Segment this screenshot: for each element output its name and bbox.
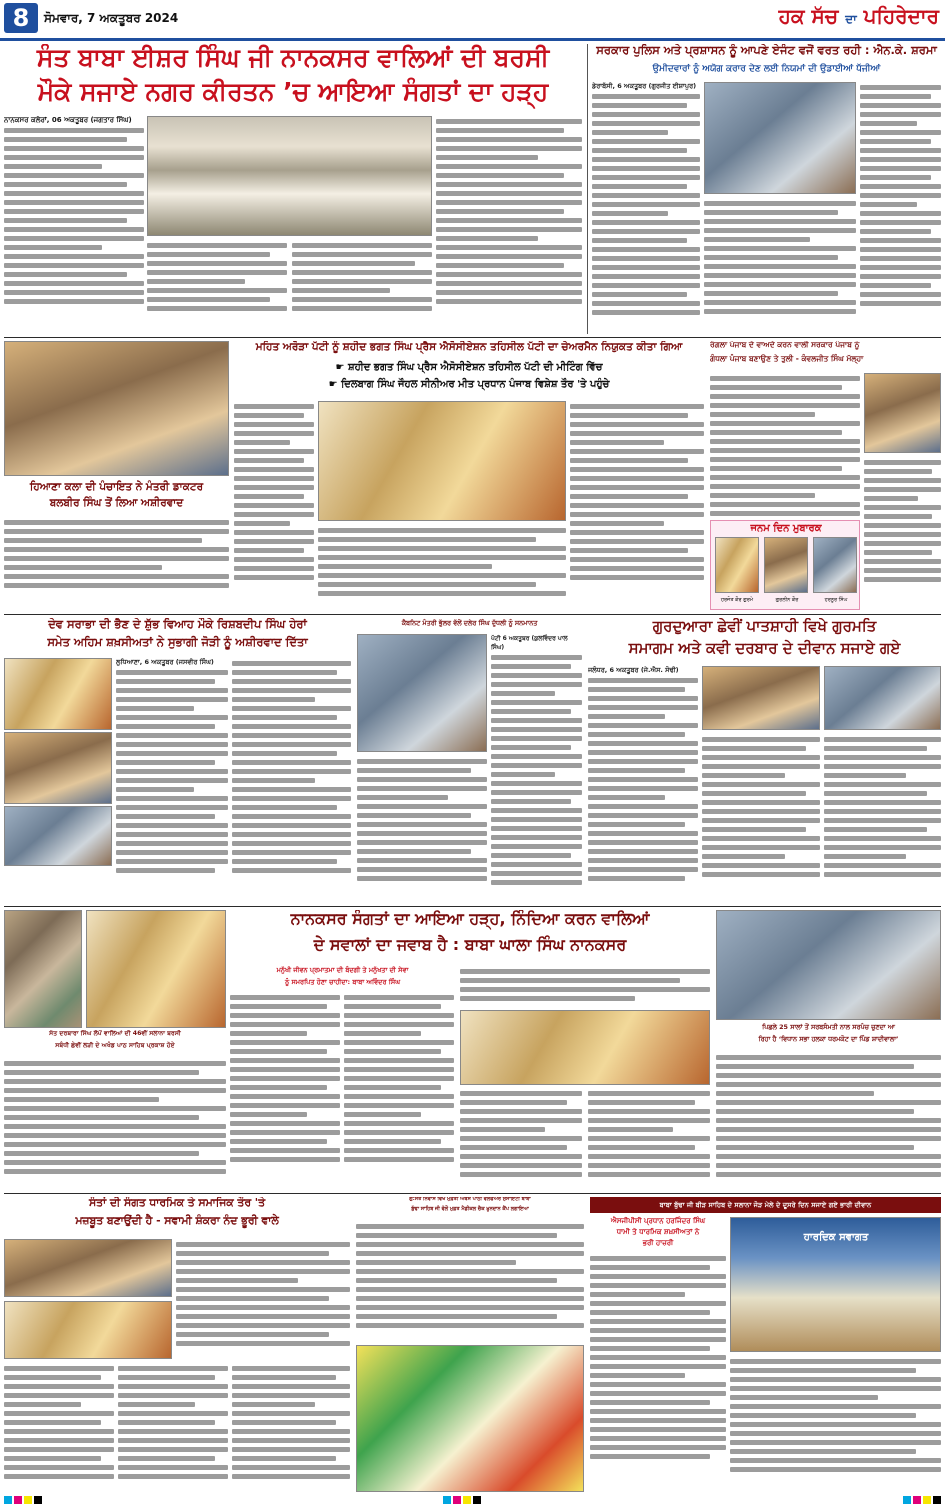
cyan-swatch [443,1496,451,1504]
gurdwara-photo-2 [824,666,941,730]
baba-budha-body-col1 [590,1253,726,1492]
sant-darbara-story [4,1030,226,1190]
gurdwara-body-col3 [824,734,941,903]
magenta-swatch [14,1496,22,1504]
baba-budha-subhead-line1: ਐਸਜੀਪੀਸੀ ਪ੍ਰਧਾਨ ਹਰਜਿੰਦਰ ਸਿੰਘ [610,1217,706,1225]
sant-darbara-photo [86,910,226,1028]
divider [4,1193,941,1194]
yellow-swatch [24,1496,32,1504]
baba-budha-story [590,1197,941,1492]
sangat-story [4,1197,350,1492]
top-right-dateline: ਡੇਰਾਬੱਸੀ, 6 ਅਕਤੂਬਰ (ਗੁਰਜੀਤ ਈਸ਼ਾਪੁਰ) [592,82,697,90]
footer-registration [0,1494,945,1507]
press-club-bullet2-text: ਦਿਲਬਾਗ ਸਿੰਘ ਜੌਹਲ ਸੀਨੀਅਰ ਮੀਤ ਪ੍ਰਧਾਨ ਪੰਜਾਬ ਵਿਸ਼ੇਸ਼ ਤੌਰ 'ਤੇ ਪਹੁੰਚੇ [341,379,610,390]
press-club-body-col3 [570,401,704,611]
press-club-body-bottom [318,525,566,611]
nanaksar-body-col3 [460,1088,582,1190]
issue-date: ਸੋਮਵਾਰ, 7 ਅਕਤੂਬਰ 2024 [44,11,179,25]
sangat-body-col1 [4,1363,114,1492]
press-club-photo [318,401,566,521]
baba-budha-photo [730,1217,941,1352]
wedding-photo-2 [4,732,112,804]
masthead [779,4,939,34]
cabinet-headline: ਕੈਬਨਿਟ ਮੰਤਰੀ ਭੁੱਲਰ ਵੱਲੋਂ ਦਲੇਰ ਸਿੰਘ ਦੁੱਧਲੀ ਨੂੰ ਸਨਮਾਨਤ [401,619,538,627]
wedding-photo-1 [4,658,112,730]
baba-budha-headline: ਬਾਬਾ ਬੁੱਢਾ ਜੀ ਬੀੜ ਸਾਹਿਬ ਦੇ ਸਲਾਨਾ ਜੋੜ ਮੇਲੇ ਦੇ ਦੂਸਰੇ ਦਿਨ ਸਜਾਏ ਗਏ ਭਾਰੀ ਦੀਵਾਨ [590,1197,941,1213]
yellow-swatch [923,1496,931,1504]
sant-darbara-headline-line1: ਸੰਤ ਦਰਬਾਰਾ ਸਿੰਘ ਲੋਪੋਂ ਵਾਲਿਆਂ ਦੀ 46ਵੀਂ ਸਲਾਨਾ ਬਰਸੀ [49,1030,181,1037]
divider [4,906,941,907]
gurdwara-body-col1 [588,666,698,903]
sant-darbara-portrait [4,910,82,1028]
wedding-body-col3 [232,658,351,903]
page-number: 8 [12,4,30,32]
top-right-body-bottom [704,198,856,334]
baba-budha-banner: ਹਾਰਦਿਕ ਸਵਾਗਤ [803,1232,869,1243]
top-right-story [592,44,941,334]
wedding-body-col2 [116,658,228,903]
sangat-body-col3 [232,1363,350,1492]
birthday-name-2: ਗੁਰਲੀਨ ਕੌਰ [775,597,799,603]
haryana-photo [4,341,229,476]
sant-darbara-headline-line2: ਸਬੰਧੀ ਛੇਵੀਂ ਲੜੀ ਦੇ ਅਖੰਡ ਪਾਠ ਸਾਹਿਬ ਪ੍ਰਕਾਸ਼ ਹੋਏ [55,1042,175,1049]
header-rule [0,38,945,41]
page-header [0,0,945,40]
gurdwara-body-col2 [702,734,820,903]
sant-darbara-body [4,1058,226,1190]
camp-headline-line2: ਬੁੱਢਾ ਸਾਹਿਬ ਜੀ ਵੱਲੋਂ ਮੁਫ਼ਤ ਮੈਡੀਕਲ ਚੈਕ ਖ਼ੂਨਦਾਨ ਕੈਂਪ ਲਗਾਇਆ [411,1206,529,1212]
haryana-story [4,341,229,611]
lead-photo-crowd [147,116,432,236]
sangat-body-col2 [118,1363,228,1492]
wrestler-headline-line2: ਰਿਹਾ ਹੈ ‘ਵਿਧਾਨ ਸਭਾ ਹਲਕਾ ਧਰਮਕੋਟ ਦਾ ਪਿੰਡ ਸ਼ਾਦੀਵਾਲਾ’ [758,1035,899,1043]
press-club-headline: ਮਹਿਤ ਅਰੋੜਾ ਪੱਟੀ ਨੂੰ ਸ਼ਹੀਦ ਭਗਤ ਸਿੰਘ ਪ੍ਰੈਸ ਐਸੋਸੀਏਸ਼ਨ ਤਹਿਸੀਲ ਪੱਟੀ ਦਾ ਚੇਅਰਮੈਨ ਨਿਯੁਕਤ ਕੀਤਾ ਗਿਆ [255,341,683,353]
yellow-swatch [463,1496,471,1504]
nanaksar-headline-line1: ਨਾਨਕਸਰ ਸੰਗਤਾਂ ਦਾ ਆਇਆ ਹੜ੍ਹ, ਨਿੰਦਿਆ ਕਰਨ ਵਾਲਿਆਂ [290,910,650,928]
press-club-body-col1 [234,401,314,611]
baba-budha-subhead-line3: ਭਰੀ ਹਾਜ਼ਰੀ [642,1239,674,1247]
nanaksar-subhead-line1: ਮਨੁੱਖੀ ਜੀਵਨ ਪ੍ਰਮਾਤਮਾ ਦੀ ਬੰਦਗੀ ਤੇ ਮਨੁੱਖਤਾ ਦੀ ਸੇਵਾ [276,966,409,974]
sant-darbara-photo-block [4,910,226,1028]
nanaksar-story [230,910,710,1190]
divider [4,337,941,338]
nanaksar-body-col1 [230,992,340,1190]
black-swatch [34,1496,42,1504]
birthday-name-3: ਹਰਨੂਰ ਸਿੰਘ [824,597,848,603]
nanaksar-body-col2 [344,992,454,1190]
nanaksar-body-col4 [588,1088,710,1190]
gurdwara-story [588,618,941,903]
sangat-body-top-right [176,1239,350,1359]
cabinet-story [357,618,582,903]
gurdwara-headline-line1: ਗੁਰਦੁਆਰਾ ਛੇਵੀਂ ਪਾਤਸ਼ਾਹੀ ਵਿਖੇ ਗੁਰਮਤਿ [652,618,877,635]
black-swatch [473,1496,481,1504]
top-right-headline: ਸਰਕਾਰ ਪੁਲਿਸ ਅਤੇ ਪ੍ਰਸ਼ਾਸਨ ਨੂੰ ਆਪਣੇ ਏਜੰਟ ਵਜੋਂ ਵਰਤ ਰਹੀ : ਐਨ.ਕੇ. ਸ਼ਰਮਾ [596,44,937,57]
rangla-headline-line1: ਰੰਗਲਾ ਪੰਜਾਬ ਦੇ ਵਾਅਦੇ ਕਰਨ ਵਾਲੀ ਸਰਕਾਰ ਪੰਜਾਬ ਨੂੰ [710,341,860,349]
cyan-swatch [4,1496,12,1504]
lead-body-col1 [4,116,144,332]
wedding-photo-3 [4,806,112,866]
cabinet-dateline: ਪੱਟੀ 6 ਅਕਤੂਬਰ (ਕੁਲਵਿੰਦਰ ਪਾਲ ਸਿੰਘ) [491,635,568,651]
cabinet-photo [357,634,487,752]
black-swatch [933,1496,941,1504]
rangla-headline-line2: ਗੰਧਲਾ ਪੰਜਾਬ ਬਣਾਉਣ ਤੇ ਤੁਲੀ - ਕੰਵਲਜੀਤ ਸਿੰਘ ਮੱਲ੍ਹਾ [710,354,864,363]
wrestler-body [716,1052,941,1190]
wedding-headline-line2: ਸਮੇਤ ਅਹਿਮ ਸ਼ਖ਼ਸੀਅਤਾਂ ਨੇ ਸੁਭਾਗੀ ਜੋੜੀ ਨੂੰ ਅਸ਼ੀਰਵਾਦ ਦਿੱਤਾ [47,635,308,649]
divider [4,614,941,615]
wedding-headline-line1: ਦੇਵ ਸਰਾਭਾ ਦੀ ਭੈਣ ਦੇ ਸ਼ੁੱਭ ਵਿਆਹ ਮੌਕੇ ਰਿਸ਼ਬਦੀਪ ਸਿੰਘ ਹੇਰਾਂ [48,618,307,631]
lead-body-col2b [292,240,432,332]
top-right-body-col1 [592,82,700,334]
wedding-dateline: ਲੁਧਿਆਣਾ, 6 ਅਕਤੂਬਰ (ਜਸਵੀਰ ਸਿੰਘ) [116,658,214,666]
top-right-photo [704,82,856,194]
sangat-photo-1 [4,1239,172,1297]
camp-headline-line1: ਗੁ:ਸੰਤ ਨਿਵਾਸ ਵਿਖੇ ਮੁਫ਼ਤੀ ਅਥਸ ਪਾਠੀ ਵੈਲਫੇਅਰ ਸੁਸਾਇਟੀ ਬਾਬਾ [409,1197,531,1202]
masthead-part3: ਪਹਿਰੇਦਾਰ [863,4,939,28]
sangat-headline-line1: ਸੰਤਾਂ ਦੀ ਸੰਗਤ ਧਾਰਮਿਕ ਤੇ ਸਮਾਜਿਕ ਤੌਰ 'ਤੇ [88,1197,265,1209]
wrestler-photo [716,910,941,1020]
press-club-bullet1 [234,362,704,373]
rangla-body-bottom [864,457,941,611]
birthday-title: ਜਨਮ ਦਿਨ ਮੁਬਾਰਕ [750,523,822,534]
haryana-caption-line1: ਹਿਆਣਾ ਕਲਾ ਦੀ ਪੰਚਾਇਤ ਨੇ ਮੰਤਰੀ ਡਾਕਟਰ [29,481,204,493]
top-right-body-col3 [860,82,941,334]
lead-story [4,44,582,334]
press-club-bullet2 [234,379,704,390]
nanaksar-photo [460,1010,710,1085]
sangat-headline-line2: ਮਜ਼ਬੂਤ ਬਣਾਉਂਦੀ ਹੈ - ਸਵਾਮੀ ਸ਼ੰਕਰਾ ਨੰਦ ਭੂਰੀ ਵਾਲੇ [75,1214,279,1227]
lead-body-col2a [147,240,287,332]
masthead-part2: ਦਾ [845,12,857,26]
magenta-swatch [453,1496,461,1504]
camp-story [356,1197,584,1492]
cabinet-body-bottom [357,756,487,903]
press-club-bullet1-text: ਸ਼ਹੀਦ ਭਗਤ ਸਿੰਘ ਪ੍ਰੈਸ ਐਸੋਸੀਏਸ਼ਨ ਤਹਿਸੀਲ ਪੱਟੀ ਦੀ ਮੀਟਿੰਗ ਵਿੱਚ [348,362,603,373]
magenta-swatch [913,1496,921,1504]
nanaksar-body-top-right [460,966,710,1008]
lead-headline-line2: ਮੌਕੇ ਸਜਾਏ ਨਗਰ ਕੀਰਤਨ ’ਚ ਆਇਆ ਸੰਗਤਾਂ ਦਾ ਹੜ੍ਹ [37,77,549,106]
haryana-caption-line2: ਬਲਬੀਰ ਸਿੰਘ ਤੋਂ ਲਿਆ ਅਸ਼ੀਰਵਾਦ [49,497,184,509]
nanaksar-subhead-line2: ਨੂੰ ਸਮਰਪਿਤ ਹੋਣਾ ਚਾਹੀਦਾ: ਬਾਬਾ ਅਵਿੰਦਰ ਸਿੰਘ [284,978,401,986]
wrestler-story [716,910,941,1190]
masthead-part1: ਹਕ ਸੱਚ [778,4,839,28]
birthday-box [710,520,860,610]
rangla-body [710,373,860,543]
gurdwara-dateline: ਜਲੰਧਰ, 6 ਅਕਤੂਬਰ (ਜੇ.ਐਸ. ਸੋਢੀ) [588,666,679,674]
lead-headline-line1: ਸੰਤ ਬਾਬਾ ਈਸ਼ਰ ਸਿੰਘ ਜੀ ਨਾਨਕਸਰ ਵਾਲਿਆਂ ਦੀ ਬਰਸੀ [36,44,550,72]
hand-pointer-icon: ☛ [328,379,342,390]
haryana-body [4,517,229,611]
wedding-story [4,618,351,903]
camp-photo [356,1345,584,1492]
top-right-subhead: ਉਮੀਦਵਾਰਾਂ ਨੂੰ ਅਯੋਗ ਕਰਾਰ ਦੇਣ ਲਈ ਨਿਯਮਾਂ ਦੀ ਉਡਾਈਆਂ ਧੱਜੀਆਂ [652,64,881,74]
lead-dateline: ਨਾਨਕਸਰ ਕਲੇਰਾਂ, 06 ਅਕਤੂਬਰ (ਜਗਤਾਰ ਸਿੰਘ) [4,116,132,124]
rangla-portrait [864,373,941,453]
wrestler-headline-line1: ਪਿਛਲੇ 25 ਸਾਲਾਂ ਤੋਂ ਸਰਬਸੰਮਤੀ ਨਾਲ ਸਰਪੰਚ ਚੁਣਦਾ ਆ [762,1023,895,1031]
gurdwara-photo-1 [702,666,820,730]
divider [587,44,588,334]
cabinet-body-col2 [491,634,582,903]
hand-pointer-icon: ☛ [335,362,348,373]
baba-budha-body-col2 [730,1356,941,1492]
camp-body [356,1221,584,1341]
baba-budha-subhead-line2: ਧਾਮੀ ਤੇ ਧਾਰਮਿਕ ਸ਼ਖ਼ਸੀਅਤਾਂ ਨੇ [616,1228,700,1236]
birthday-photo-1 [715,537,759,593]
cyan-swatch [903,1496,911,1504]
lead-body-col3 [436,116,582,332]
birthday-photo-3 [813,537,857,593]
nanaksar-headline-line2: ਦੇ ਸਵਾਲਾਂ ਦਾ ਜਵਾਬ ਹੈ : ਬਾਬਾ ਘਾਲਾ ਸਿੰਘ ਨਾਨਕਸਰ [313,935,627,954]
sangat-photo-2 [4,1301,172,1359]
press-club-story [234,341,704,611]
birthday-name-1: ਹਰਜੋਤ ਕੌਰ ਗੁਰਮੇ [720,597,754,603]
birthday-photo-2 [764,537,808,593]
gurdwara-headline-line2: ਸਮਾਗਮ ਅਤੇ ਕਵੀ ਦਰਬਾਰ ਦੇ ਦੀਵਾਨ ਸਜਾਏ ਗਏ [628,639,901,657]
